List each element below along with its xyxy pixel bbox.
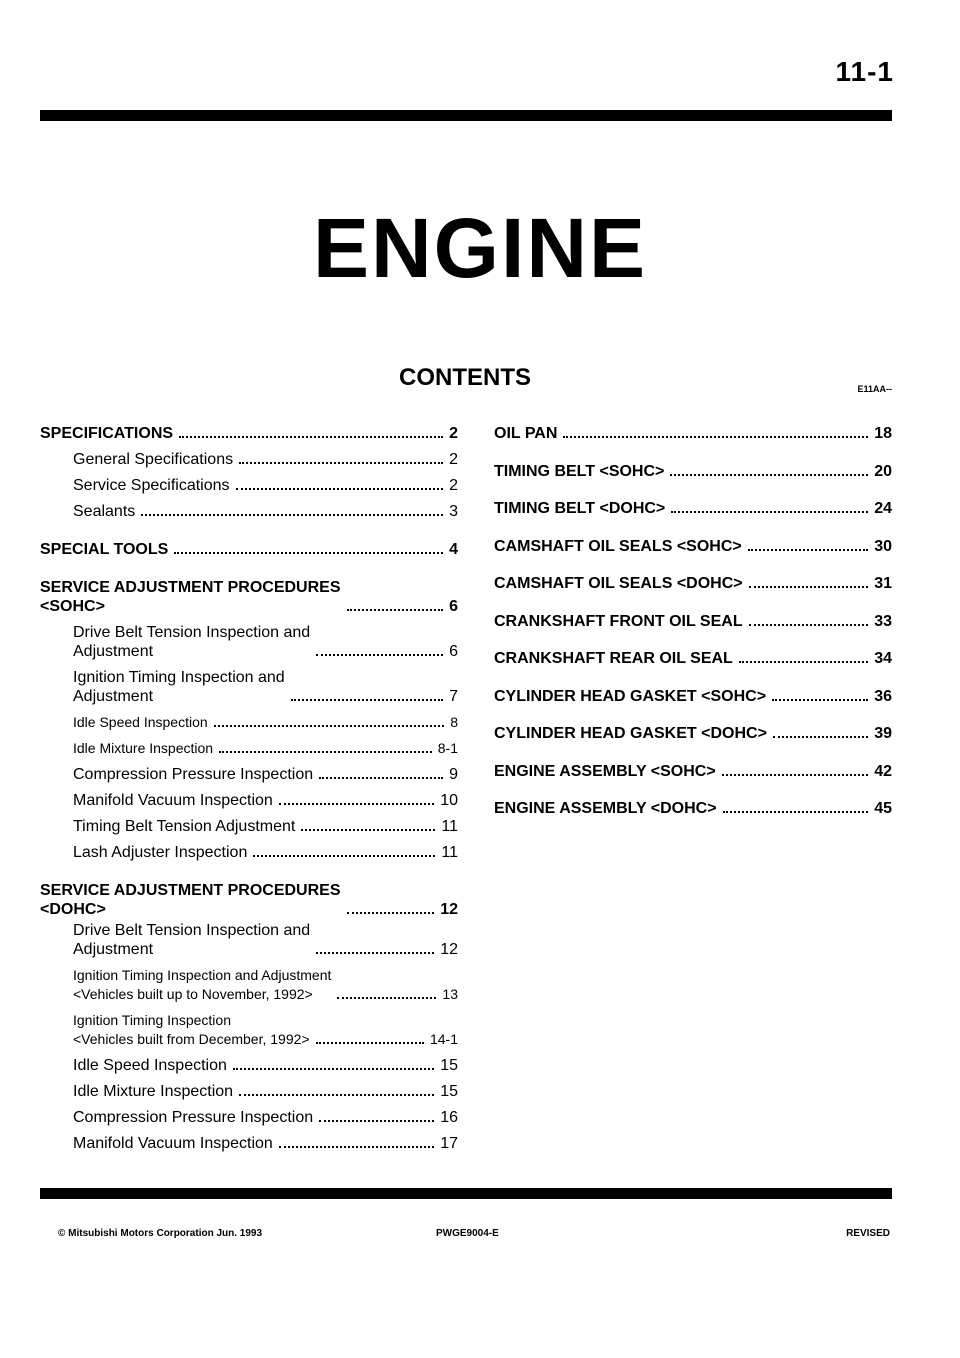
toc-entry[interactable]: [494, 537, 892, 556]
dot-leader: [219, 751, 432, 753]
dot-leader: [239, 462, 443, 464]
toc-entry[interactable]: [73, 1134, 458, 1153]
toc-page: 24: [874, 500, 892, 517]
contents-right-column: [494, 424, 892, 837]
toc-page: 16: [440, 1109, 458, 1126]
dot-leader: [316, 654, 443, 656]
toc-label: TIMING BELT <DOHC>: [494, 500, 666, 517]
toc-entry[interactable]: [73, 739, 458, 758]
toc-label: SERVICE ADJUSTMENT PROCEDURES <SOHC>: [40, 579, 341, 615]
toc-label: Lash Adjuster Inspection: [73, 844, 248, 861]
toc-entry[interactable]: [73, 1056, 458, 1075]
toc-page: 39: [874, 725, 892, 742]
toc-page: 30: [874, 537, 892, 555]
toc-label: Idle Speed Inspection: [73, 714, 208, 730]
toc-entry[interactable]: [494, 762, 892, 781]
dot-leader: [748, 549, 868, 551]
toc-entry[interactable]: [73, 502, 458, 521]
toc-page: 42: [874, 762, 892, 780]
page-title: ENGINE: [312, 201, 648, 295]
dot-leader: [179, 436, 443, 438]
toc-label: Manifold Vacuum Inspection: [73, 1135, 273, 1152]
toc-label: Drive Belt Tension Inspection and Adjustment: [73, 922, 311, 958]
toc-page: 8-1: [437, 740, 458, 756]
dot-leader: [749, 586, 869, 588]
toc-entry[interactable]: [73, 1108, 458, 1127]
toc-page: 3: [449, 503, 458, 520]
toc-label: Timing Belt Tension Adjustment: [73, 818, 296, 835]
dot-leader: [671, 511, 868, 513]
toc-entry[interactable]: [73, 623, 458, 661]
toc-page: 7: [449, 688, 458, 705]
toc-page: 12: [440, 941, 458, 958]
toc-entry[interactable]: [73, 476, 458, 495]
dot-leader: [301, 829, 435, 831]
dot-leader: [739, 661, 868, 663]
dot-leader: [563, 436, 868, 438]
footer-publication-code: PWGE9004-E: [436, 1228, 499, 1239]
toc-page: 9: [449, 766, 458, 783]
toc-page: 4: [449, 541, 458, 558]
toc-entry[interactable]: [73, 843, 458, 862]
dot-leader: [174, 552, 443, 554]
dot-leader: [319, 1120, 434, 1122]
dot-leader: [319, 777, 443, 779]
toc-entry[interactable]: [40, 540, 458, 559]
toc-page: 31: [874, 575, 892, 592]
toc-page: 6: [449, 598, 458, 615]
toc-label: CAMSHAFT OIL SEALS <DOHC>: [494, 575, 743, 592]
toc-label: TIMING BELT <SOHC>: [494, 462, 665, 480]
dot-leader: [279, 803, 434, 805]
dot-leader: [141, 514, 443, 516]
toc-entry[interactable]: [73, 1011, 458, 1049]
toc-entry[interactable]: [494, 799, 892, 818]
toc-label: SERVICE ADJUSTMENT PROCEDURES <DOHC>: [40, 882, 341, 918]
toc-entry[interactable]: [494, 649, 892, 668]
bottom-rule: [40, 1188, 892, 1199]
toc-page: 11: [441, 844, 458, 861]
toc-label: Idle Mixture Inspection: [73, 740, 214, 756]
toc-entry[interactable]: [494, 574, 892, 593]
toc-entry[interactable]: [73, 817, 458, 836]
dot-leader: [723, 811, 869, 813]
dot-leader: [279, 1146, 434, 1148]
toc-entry[interactable]: [73, 1082, 458, 1101]
toc-label: Ignition Timing Inspection and Adjustment <Vehicles built up to November, 1992>: [73, 967, 332, 1002]
dot-leader: [722, 774, 869, 776]
toc-label: ENGINE ASSEMBLY <SOHC>: [494, 762, 716, 780]
toc-page: 15: [440, 1083, 458, 1100]
toc-page: 34: [874, 650, 892, 667]
toc-label: SPECIAL TOOLS: [40, 541, 169, 558]
toc-page: 20: [874, 462, 892, 480]
toc-label: Ignition Timing Inspection <Vehicles built from December, 1992>: [73, 1012, 310, 1047]
toc-label: ENGINE ASSEMBLY <DOHC>: [494, 800, 717, 817]
toc-entry[interactable]: [40, 424, 458, 443]
dot-leader: [236, 488, 444, 490]
document-code: E11AA--: [857, 384, 892, 394]
dot-leader: [214, 725, 445, 727]
toc-page: 8: [450, 714, 458, 730]
toc-page: 18: [874, 425, 892, 442]
toc-page: 12: [440, 901, 458, 918]
toc-page: 2: [449, 425, 458, 442]
dot-leader: [670, 474, 868, 476]
toc-label: CAMSHAFT OIL SEALS <SOHC>: [494, 537, 742, 555]
dot-leader: [749, 624, 869, 626]
toc-page: 11: [441, 818, 458, 835]
toc-entry[interactable]: [73, 966, 458, 1004]
top-rule: [40, 110, 892, 121]
toc-entry[interactable]: [73, 921, 458, 959]
dot-leader: [316, 952, 434, 954]
toc-entry[interactable]: [73, 791, 458, 810]
dot-leader: [291, 699, 443, 701]
page-number: 11-1: [835, 56, 894, 87]
dot-leader: [253, 855, 435, 857]
dot-leader: [233, 1068, 434, 1070]
toc-label: CYLINDER HEAD GASKET <DOHC>: [494, 725, 767, 742]
toc-page: 45: [874, 800, 892, 817]
contents-left-column: [40, 424, 458, 1153]
toc-label: Sealants: [73, 503, 136, 520]
toc-label: OIL PAN: [494, 425, 558, 442]
toc-entry[interactable]: [40, 881, 458, 919]
toc-entry[interactable]: [494, 462, 892, 481]
toc-page: 15: [440, 1057, 458, 1074]
toc-label: SPECIFICATIONS: [40, 425, 174, 442]
toc-label: CRANKSHAFT FRONT OIL SEAL: [494, 612, 743, 630]
toc-label: Service Specifications: [73, 477, 230, 494]
toc-label: General Specifications: [73, 451, 234, 468]
toc-entry[interactable]: [73, 765, 458, 784]
toc-page: 14-1: [429, 1031, 458, 1047]
toc-entry[interactable]: [494, 612, 892, 631]
dot-leader: [239, 1094, 434, 1096]
toc-entry[interactable]: [40, 578, 458, 616]
toc-page: 33: [874, 612, 892, 630]
dot-leader: [347, 912, 435, 914]
toc-entry[interactable]: [73, 668, 458, 706]
toc-entry[interactable]: [73, 713, 458, 732]
toc-label: Ignition Timing Inspection and Adjustment: [73, 669, 285, 705]
toc-page: 36: [874, 687, 892, 705]
toc-entry[interactable]: [494, 424, 892, 443]
toc-entry[interactable]: [494, 687, 892, 706]
toc-label: Manifold Vacuum Inspection: [73, 792, 273, 809]
contents-heading: CONTENTS: [399, 364, 531, 391]
toc-entry[interactable]: [494, 724, 892, 743]
toc-label: Compression Pressure Inspection: [73, 1109, 314, 1126]
toc-label: Idle Speed Inspection: [73, 1057, 227, 1074]
toc-page: 10: [440, 792, 458, 809]
toc-entry[interactable]: [494, 499, 892, 518]
toc-label: Drive Belt Tension Inspection and Adjustment: [73, 624, 311, 660]
toc-page: 6: [449, 643, 458, 660]
toc-label: Idle Mixture Inspection: [73, 1083, 234, 1100]
toc-page: 2: [449, 477, 458, 494]
dot-leader: [337, 997, 436, 999]
dot-leader: [316, 1042, 424, 1044]
dot-leader: [773, 736, 868, 738]
toc-page: 2: [449, 451, 458, 468]
toc-entry[interactable]: [73, 450, 458, 469]
toc-label: CYLINDER HEAD GASKET <SOHC>: [494, 687, 767, 705]
toc-label: Compression Pressure Inspection: [73, 766, 314, 783]
toc-page: 17: [440, 1135, 458, 1152]
footer-copyright: © Mitsubishi Motors Corporation Jun. 1993: [58, 1228, 263, 1239]
toc-label: CRANKSHAFT REAR OIL SEAL: [494, 650, 733, 667]
dot-leader: [347, 609, 444, 611]
toc-page: 13: [442, 986, 458, 1002]
footer-status: REVISED: [846, 1228, 890, 1239]
dot-leader: [772, 699, 868, 701]
